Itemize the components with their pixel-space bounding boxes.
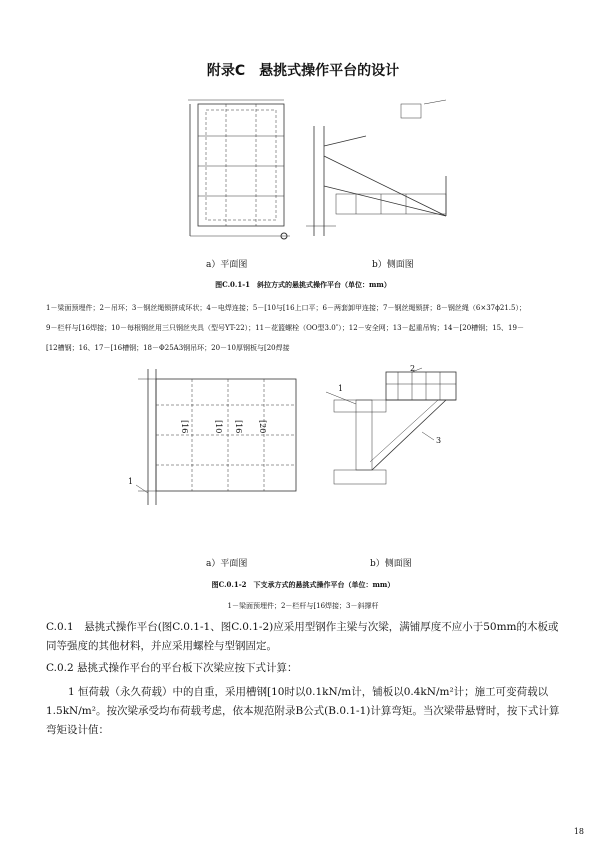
figure2-plan-label-4: [20 [258,420,267,434]
figure2-side-callout-3: 3 [436,436,442,445]
figure2-side-drawing [326,362,466,502]
figure2-plan-label-2: [10 [214,420,223,434]
figure2-side-callout-1: 1 [338,384,344,393]
clause-c-0-2: C.0.2 悬挑式操作平台的平台板下次梁应按下式计算： [46,662,298,674]
figure2-side-callout-2: 2 [410,364,416,373]
figure1-plan-drawing [180,96,300,246]
clause-c-0-1: C.0.1 悬挑式操作平台(图C.0.1-1、图C.0.1-2)应采用型钢作主梁与次梁，满铺厚度不应小于50mm的木板或同等强度的其他材料，并应采用螺栓与型钢固定。 [46,621,559,652]
page-number: 18 [573,827,584,836]
page-title: 附录C 悬挑式操作平台的设计 [206,63,400,79]
figure2-plan-callout-1: 1 [128,477,134,486]
figure1-legend-line-3: [12槽钢；16、17－[16槽钢；18－Φ25A3钢吊环；20－10厚钢板与[20焊接 [46,344,290,352]
figure2-plan-label-3: [16 [234,420,243,434]
figure2-caption: 图C.0.1-2 下支承方式的悬挑式操作平台（单位：mm） [211,580,395,589]
figure1-legend-line-2: 9－栏杆与[16焊接；10－每根钢丝用三只钢丝夹具（型号YT-22）；11－花篮螺栓（OO型3.0″）；12－安全网；13－起重吊钩；14－[20槽钢；15、19－ [46,324,524,332]
figure2-plan-drawing [118,365,308,515]
figure1-sub-b-label: b）侧面图 [372,260,414,270]
figure2-sub-b-label: b）侧面图 [370,559,412,569]
clause-c-0-2-item-1: 1 恒荷载（永久荷载）中的自重，采用槽钢[10时以0.1kN/m计，铺板以0.4kN/m²计；施工可变荷载以1.5kN/m²。按次梁承受均布荷载考虑，依本规范附录B公式(B.0.1-1)计算弯矩。当次梁带悬臂时，按下式计算弯矩设计值： [46,686,560,736]
figure1-sub-a-label: a）平面图 [206,260,248,270]
figure1-side-drawing [296,96,466,246]
figure2-legend: 1－梁面预埋件；2－栏杆与[16焊接；3－斜撑杆 [227,602,379,610]
figure1-caption: 图C.0.1-1 斜拉方式的悬挑式操作平台（单位：mm） [215,280,391,289]
figure1-legend-line-1: 1－梁面预埋件；2－吊环；3－钢丝绳锁拼成环状；4－电焊连接；5－[10与[16上口平；6－两套卸甲连接；7－钢丝绳锁拼；8－钢丝绳（6×37ϕ21.5）； [46,304,526,312]
figure2-plan-label-1: [16 [180,420,189,434]
figure2-sub-a-label: a）平面图 [206,559,248,569]
